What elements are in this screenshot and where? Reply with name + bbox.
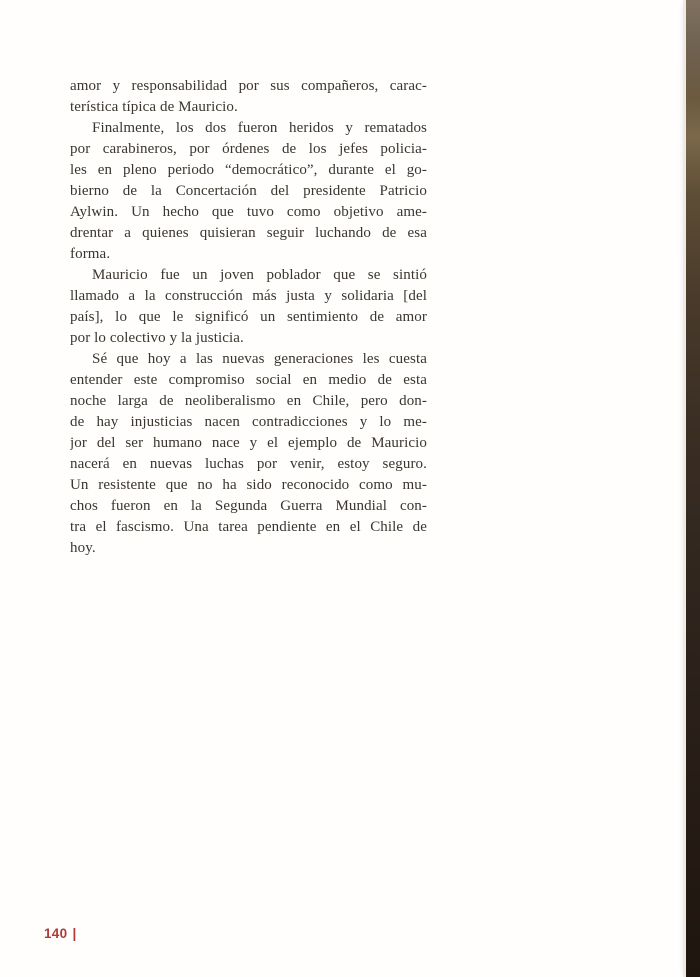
body-text: [70, 76, 427, 559]
paragraph: [70, 265, 427, 349]
text-line: drentar a quienes quisieran seguir luchando de esa: [70, 225, 427, 241]
text-line: chos fueron en la Segunda Guerra Mundial con-: [70, 498, 427, 514]
text-line: bierno de la Concertación del presidente Patricio: [70, 183, 427, 199]
text-line: les en pleno periodo “democrático”, durante el go-: [70, 162, 427, 178]
text-line: país], lo que le significó un sentimiento de amor: [70, 309, 427, 325]
text-line: hoy.: [70, 540, 96, 556]
paragraph: [70, 118, 427, 265]
text-line: por carabineros, por órdenes de los jefes policia-: [70, 141, 427, 157]
page-footer: [44, 926, 77, 941]
text-line: forma.: [70, 246, 111, 262]
text-line: Mauricio fue un joven poblador que se sintió: [92, 267, 427, 283]
text-line: terística típica de Mauricio.: [70, 99, 238, 115]
text-line: noche larga de neoliberalismo en Chile, pero don-: [70, 393, 427, 409]
text-line: Aylwin. Un hecho que tuvo como objetivo ame-: [70, 204, 427, 220]
text-line: jor del ser humano nace y el ejemplo de Mauricio: [70, 435, 427, 451]
text-line: amor y responsabilidad por sus compañeros, carac-: [70, 78, 427, 94]
text-line: entender este compromiso social en medio de esta: [70, 372, 427, 388]
text-line: por lo colectivo y la justicia.: [70, 330, 244, 346]
page-number-separator: |: [72, 926, 77, 941]
paragraph: [70, 76, 427, 118]
page-number: 140: [44, 926, 68, 941]
text-line: Finalmente, los dos fueron heridos y rematados: [92, 120, 427, 136]
text-line: Sé que hoy a las nuevas generaciones les cuesta: [92, 351, 427, 367]
text-line: de hay injusticias nacen contradicciones y lo me-: [70, 414, 427, 430]
text-line: Un resistente que no ha sido reconocido como mu-: [70, 477, 427, 493]
text-line: llamado a la construcción más justa y solidaria [del: [70, 288, 427, 304]
text-line: tra el fascismo. Una tarea pendiente en el Chile de: [70, 519, 427, 535]
paragraph: [70, 349, 427, 559]
photo-background-edge: [686, 0, 700, 977]
text-line: nacerá en nuevas luchas por venir, estoy seguro.: [70, 456, 427, 472]
